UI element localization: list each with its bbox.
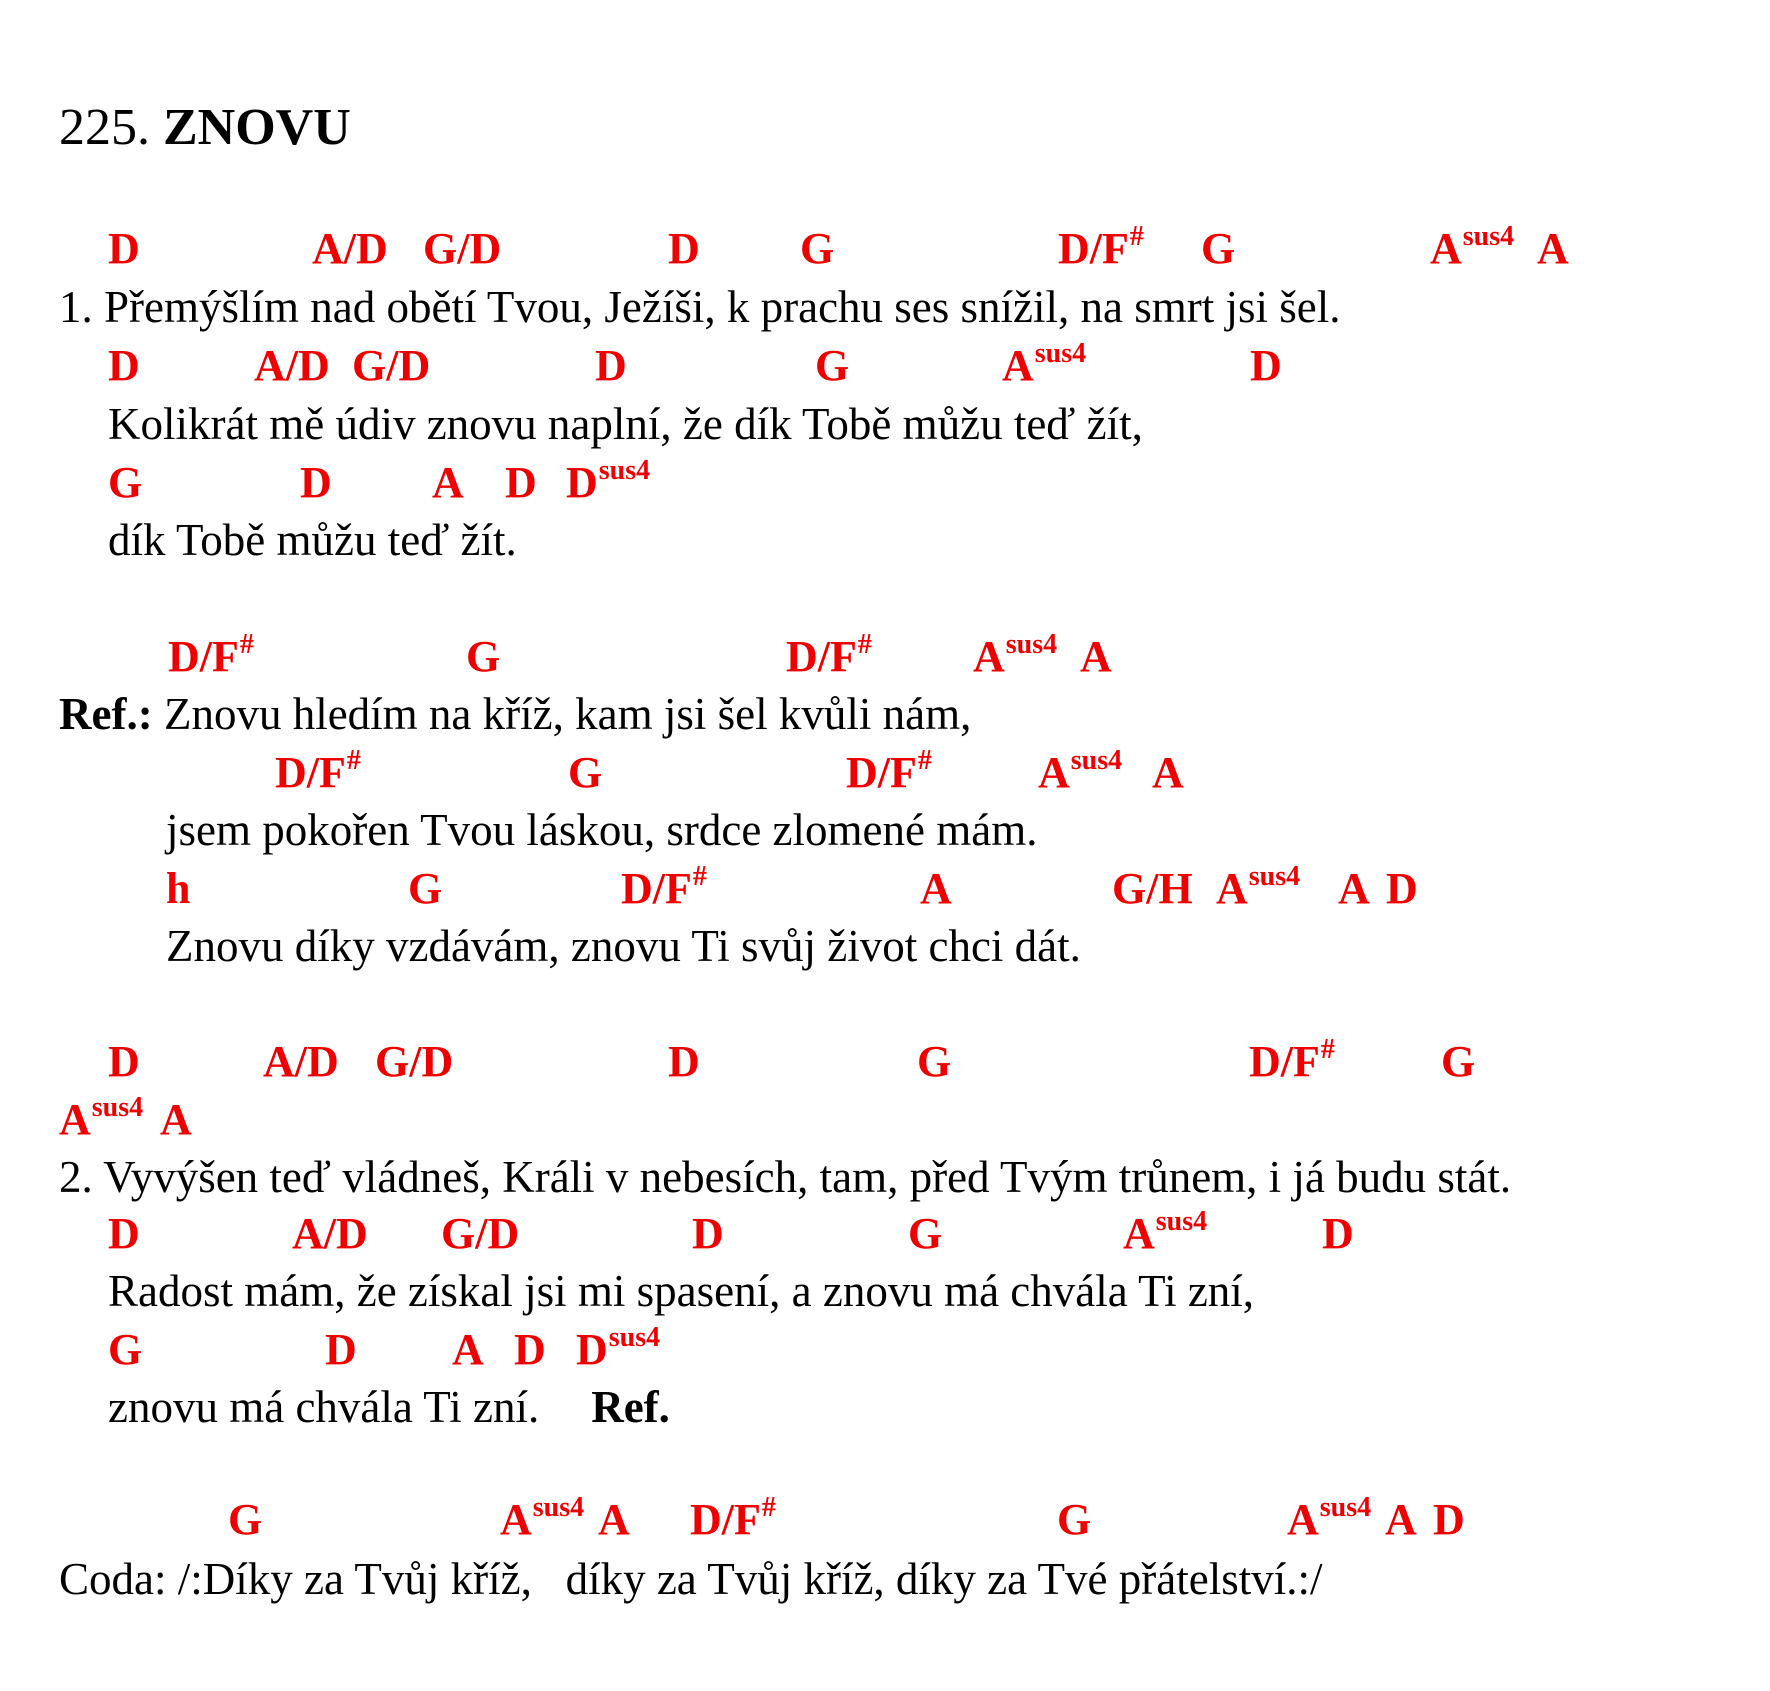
- verse2-line3-lyric: znovu má chvála Ti zní. Ref.: [108, 1382, 670, 1432]
- chord: D: [1386, 864, 1418, 913]
- chord: A: [160, 1095, 192, 1144]
- chord: G: [466, 632, 501, 681]
- refrain-line3-lyric: Znovu díky vzdávám, znovu Ti svůj život chci dát.: [166, 921, 1081, 971]
- chord: $A^{sus4}$: [500, 1492, 585, 1544]
- chord: G: [108, 1325, 143, 1374]
- chord: h: [166, 864, 191, 913]
- chord: D/F#: [1058, 221, 1144, 273]
- chord: A: [1537, 224, 1569, 273]
- song-title: [59, 98, 351, 158]
- chord: G: [917, 1037, 952, 1086]
- chord: D/F#: [168, 629, 254, 681]
- chord: D: [108, 341, 140, 390]
- chord: A: [452, 1325, 484, 1374]
- refrain-line1-lyric: Ref.: Znovu hledím na kříž, kam jsi šel kvůli nám,: [59, 689, 972, 739]
- coda-lyric: Coda: /:Díky za Tvůj kříž, díky za Tvůj kříž, díky za Tvé přátelství.:/: [59, 1554, 1323, 1604]
- chord: D: [595, 341, 627, 390]
- chord: $D^{sus4}$: [576, 1322, 661, 1374]
- chord: G: [815, 341, 850, 390]
- verse1-line1-lyric: 1. Přemýšlím nad obětí Tvou, Ježíši, k prachu ses snížil, na smrt jsi šel.: [59, 282, 1341, 332]
- chord: A: [1152, 748, 1184, 797]
- chord: D/F#: [1249, 1034, 1335, 1086]
- chord: $A^{sus4}$: [1002, 338, 1087, 390]
- chord: G/D: [375, 1037, 454, 1086]
- chord: A: [920, 864, 952, 913]
- chord: G/H: [1112, 864, 1193, 913]
- chord: A: [1338, 864, 1370, 913]
- chord: A/D: [292, 1209, 368, 1258]
- chord: D/F#: [621, 861, 707, 913]
- chord: $A^{sus4}$: [1038, 745, 1123, 797]
- chord: A/D: [254, 341, 330, 390]
- chord: D: [325, 1325, 357, 1374]
- chord: D: [108, 224, 140, 273]
- chord: G: [908, 1209, 943, 1258]
- chord: G: [228, 1495, 263, 1544]
- verse1-line2-lyric: Kolikrát mě údiv znovu naplní, že dík Tobě můžu teď žít,: [108, 399, 1143, 449]
- chord: D: [514, 1325, 546, 1374]
- chord: G/D: [441, 1209, 520, 1258]
- chord: G: [1441, 1037, 1476, 1086]
- chord: A/D: [263, 1037, 339, 1086]
- chord: D: [505, 458, 537, 507]
- chord: D/F#: [786, 629, 872, 681]
- chord: G: [1201, 224, 1236, 273]
- chord: D: [668, 1037, 700, 1086]
- chord: $A^{sus4}$: [1216, 861, 1301, 913]
- chord: G/D: [423, 224, 502, 273]
- chord: $A^{sus4}$: [1430, 221, 1515, 273]
- chord: D: [108, 1209, 140, 1258]
- verse1-line3-lyric: dík Tobě můžu teď žít.: [108, 515, 517, 565]
- refrain-line2-lyric: jsem pokořen Tvou láskou, srdce zlomené mám.: [166, 805, 1038, 855]
- song-name: ZNOVU: [163, 99, 351, 156]
- chord: $A^{sus4}$: [1287, 1492, 1372, 1544]
- chord: D: [1250, 341, 1282, 390]
- chord: A: [1385, 1495, 1417, 1544]
- chord: D/F#: [275, 745, 361, 797]
- chord: A: [598, 1495, 630, 1544]
- chord: D: [1322, 1209, 1354, 1258]
- chord: A: [432, 458, 464, 507]
- chord: G/D: [352, 341, 431, 390]
- chord: $A^{sus4}$: [973, 629, 1058, 681]
- chord: D: [300, 458, 332, 507]
- chord: G: [800, 224, 835, 273]
- chord: G: [408, 864, 443, 913]
- chord: $A^{sus4}$: [59, 1092, 144, 1144]
- verse2-line1-lyric: 2. Vyvýšen teď vládneš, Králi v nebesích, tam, před Tvým trůnem, i já budu stát.: [59, 1152, 1512, 1202]
- chord: G: [108, 458, 143, 507]
- chord: A/D: [312, 224, 388, 273]
- refrain-label: Ref.:: [59, 689, 153, 739]
- chord: D/F#: [846, 745, 932, 797]
- ref-marker: Ref.: [591, 1382, 670, 1432]
- chord: $D^{sus4}$: [566, 455, 651, 507]
- chord: D: [692, 1209, 724, 1258]
- chord: $A^{sus4}$: [1123, 1206, 1208, 1258]
- chord: D: [108, 1037, 140, 1086]
- chord: D: [1433, 1495, 1465, 1544]
- chord: G: [568, 748, 603, 797]
- verse2-line2-lyric: Radost mám, že získal jsi mi spasení, a znovu má chvála Ti zní,: [108, 1266, 1255, 1316]
- song-number: 225.: [59, 99, 150, 156]
- chord: D/F#: [690, 1492, 776, 1544]
- chord: A: [1080, 632, 1112, 681]
- chord: G: [1057, 1495, 1092, 1544]
- chord: D: [668, 224, 700, 273]
